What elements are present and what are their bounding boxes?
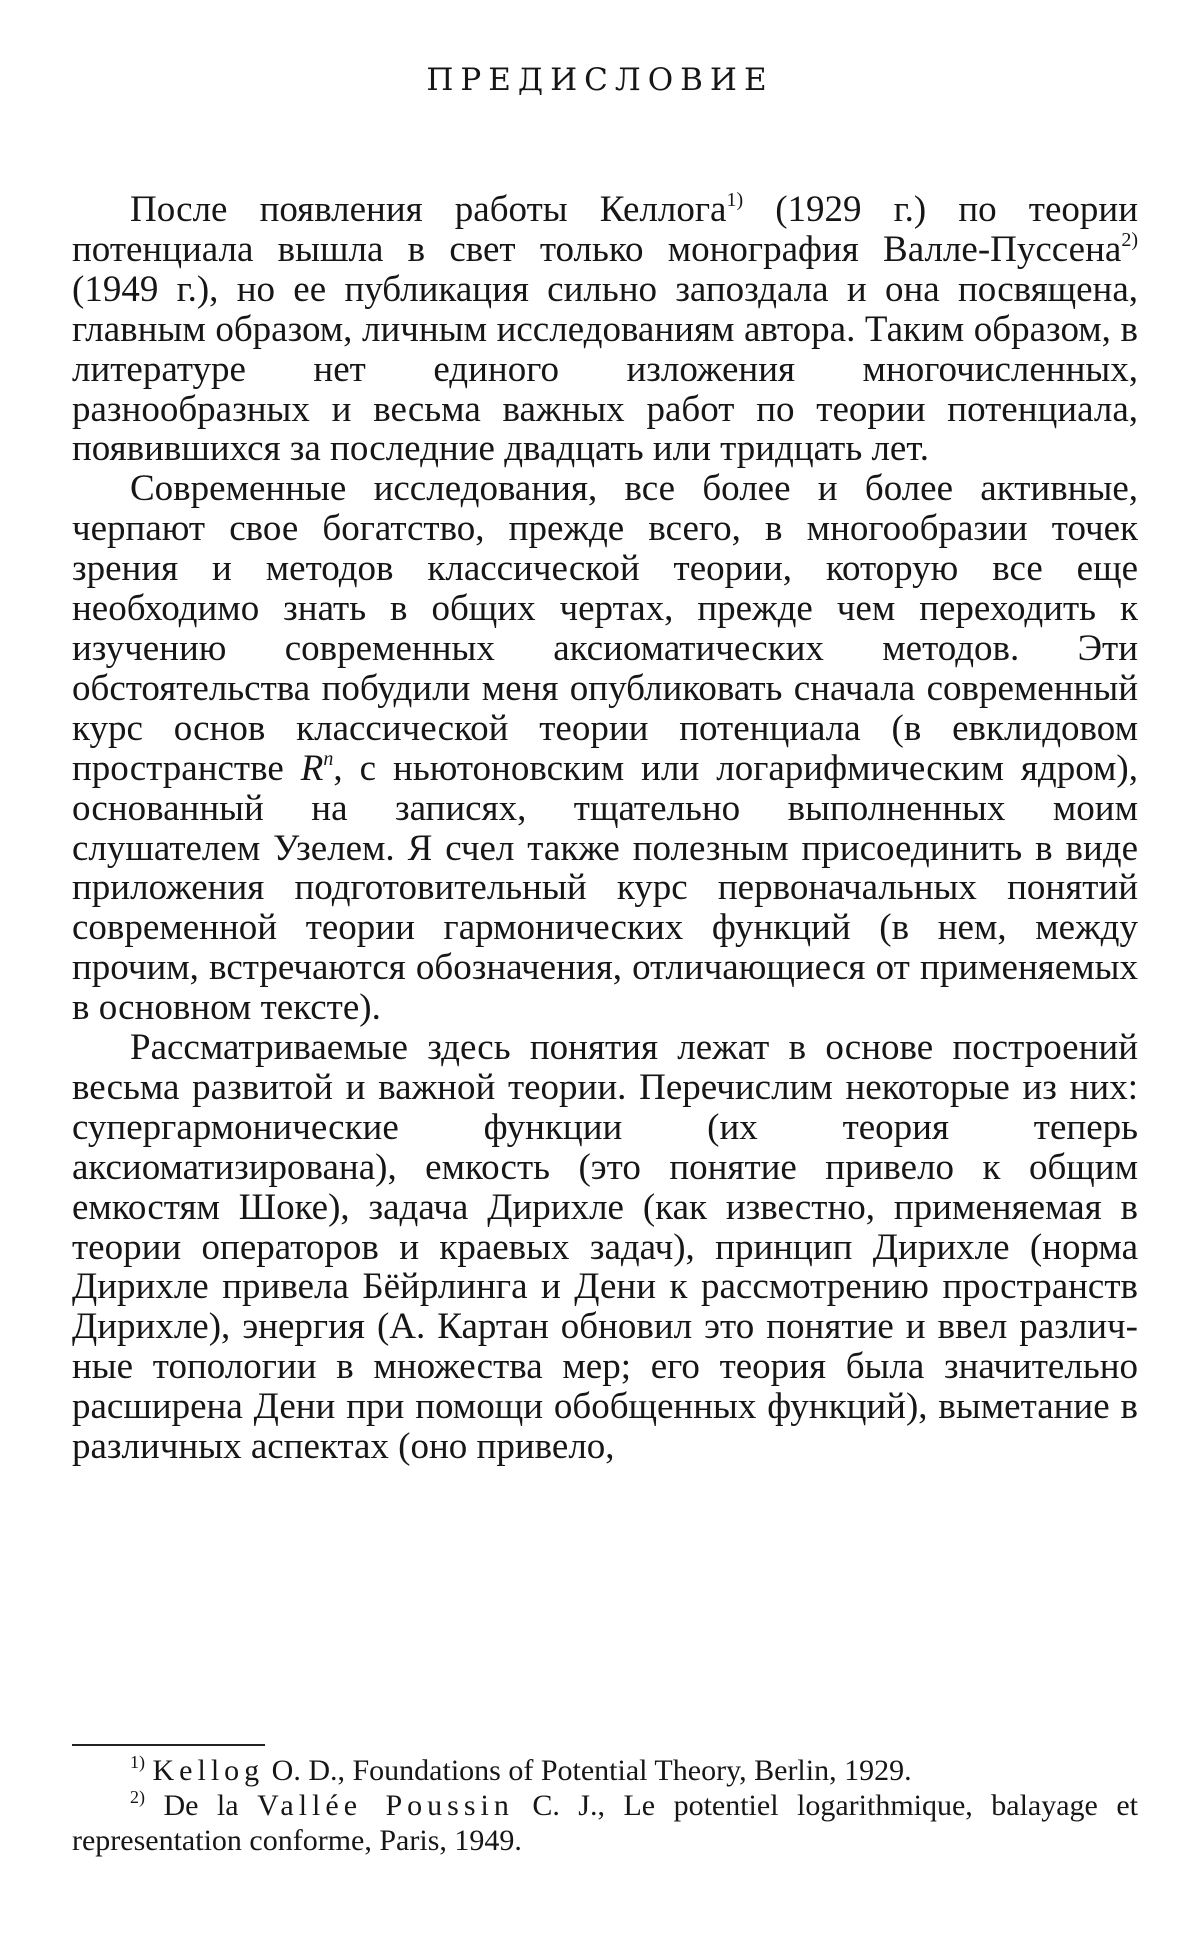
- footnote-1-text: O. D., Foundations of Potential Theory, Berlin, 1929.: [264, 1754, 912, 1787]
- paragraph-3-text-a: Рассматриваемые здесь понятия лежат в основе построений весьма развитой и важной теории. Перечислим некоторые из них: супергармонические функции (их теория теперь аксиоматизирована), емкость (это понятие привело к общим емкостям Шоке), задача Дирихле (как известно, применяемая в теории операторов и краевых задач), принцип Дирихле (норма Дирихле привела Бёйрлинга и Дени к рассмотрению пространств Дирихле), энергия (А. Картан обновил это понятие и ввел различные топологии в множества мер; его теория была значительно расширена Дени при помощи обобщенных функций), выметание в различных аспектах (оно привело,: [72, 1027, 1138, 1468]
- paragraph-1-text-a: После появления работы Келлога: [130, 189, 727, 230]
- footnote-2-text: C. J., Le potentiel logarithmique, balayage et representation conforme, Paris, 1949.: [72, 1789, 1138, 1857]
- footnotes: [72, 1753, 1138, 1858]
- paragraph-1: [72, 190, 1138, 469]
- paragraph-2: [72, 469, 1138, 1028]
- main-text: [72, 190, 1138, 1467]
- math-space-exponent: n: [323, 747, 334, 770]
- footnote-1-marker: 1): [130, 1752, 145, 1772]
- page-heading: ПРЕДИСЛОВИЕ: [426, 62, 774, 98]
- footnote-1: [72, 1753, 1138, 1788]
- paragraph-3: [72, 1028, 1138, 1467]
- footnote-2-author: Vallée Poussin: [257, 1789, 514, 1822]
- footnote-2-marker: 2): [130, 1787, 145, 1807]
- paragraph-1-text-c: (1949 г.), но ее публикация сильно запоздала и она посвящена, главным образом, личным исследованиям автора. Таким образом, в литературе нет единого изложения многочисленных, разнообразных и весьма важных работ по теории потенциала, появившихся за последние двадцать или тридцать лет.: [72, 268, 1138, 470]
- footnote-ref-2[interactable]: 2): [1121, 228, 1138, 251]
- footnote-2-author-prefix: De la: [163, 1789, 258, 1822]
- math-space-symbol: R: [300, 747, 324, 789]
- paragraph-2-text-b: , с ньютоновским или логарифмическим ядром), основанный на записях, тщательно выполненных моим слушателем Узелем. Я счел также полезным присоединить в виде приложения подготовительный курс первоначальных понятий современной теории гармонических функций (в нем, между прочим, встречаются обозначения, отличающиеся от применяемых в основном тексте).: [72, 747, 1138, 1029]
- paragraph-2-text-a: Современные исследования, все более и более активные, черпают свое богатство, прежде всего, в многообразии точек зрения и методов классической теории, которую все еще необходимо знать в общих чертах, прежде чем переходить к изучению современных аксиоматических методов. Эти обстоятельства побудили меня опубликовать сначала современный курс основ классической теории потенциала (в евклидовом пространстве: [72, 468, 1138, 789]
- footnote-ref-1[interactable]: 1): [726, 189, 744, 211]
- footnote-2: [72, 1788, 1138, 1858]
- paragraph-1-text-b: (1929 г.) по теории потенциала вышла в свет только монография Валле-Пуссена: [72, 189, 1138, 270]
- footnote-divider: [72, 1744, 265, 1746]
- footnote-1-author: Kellog: [152, 1754, 265, 1787]
